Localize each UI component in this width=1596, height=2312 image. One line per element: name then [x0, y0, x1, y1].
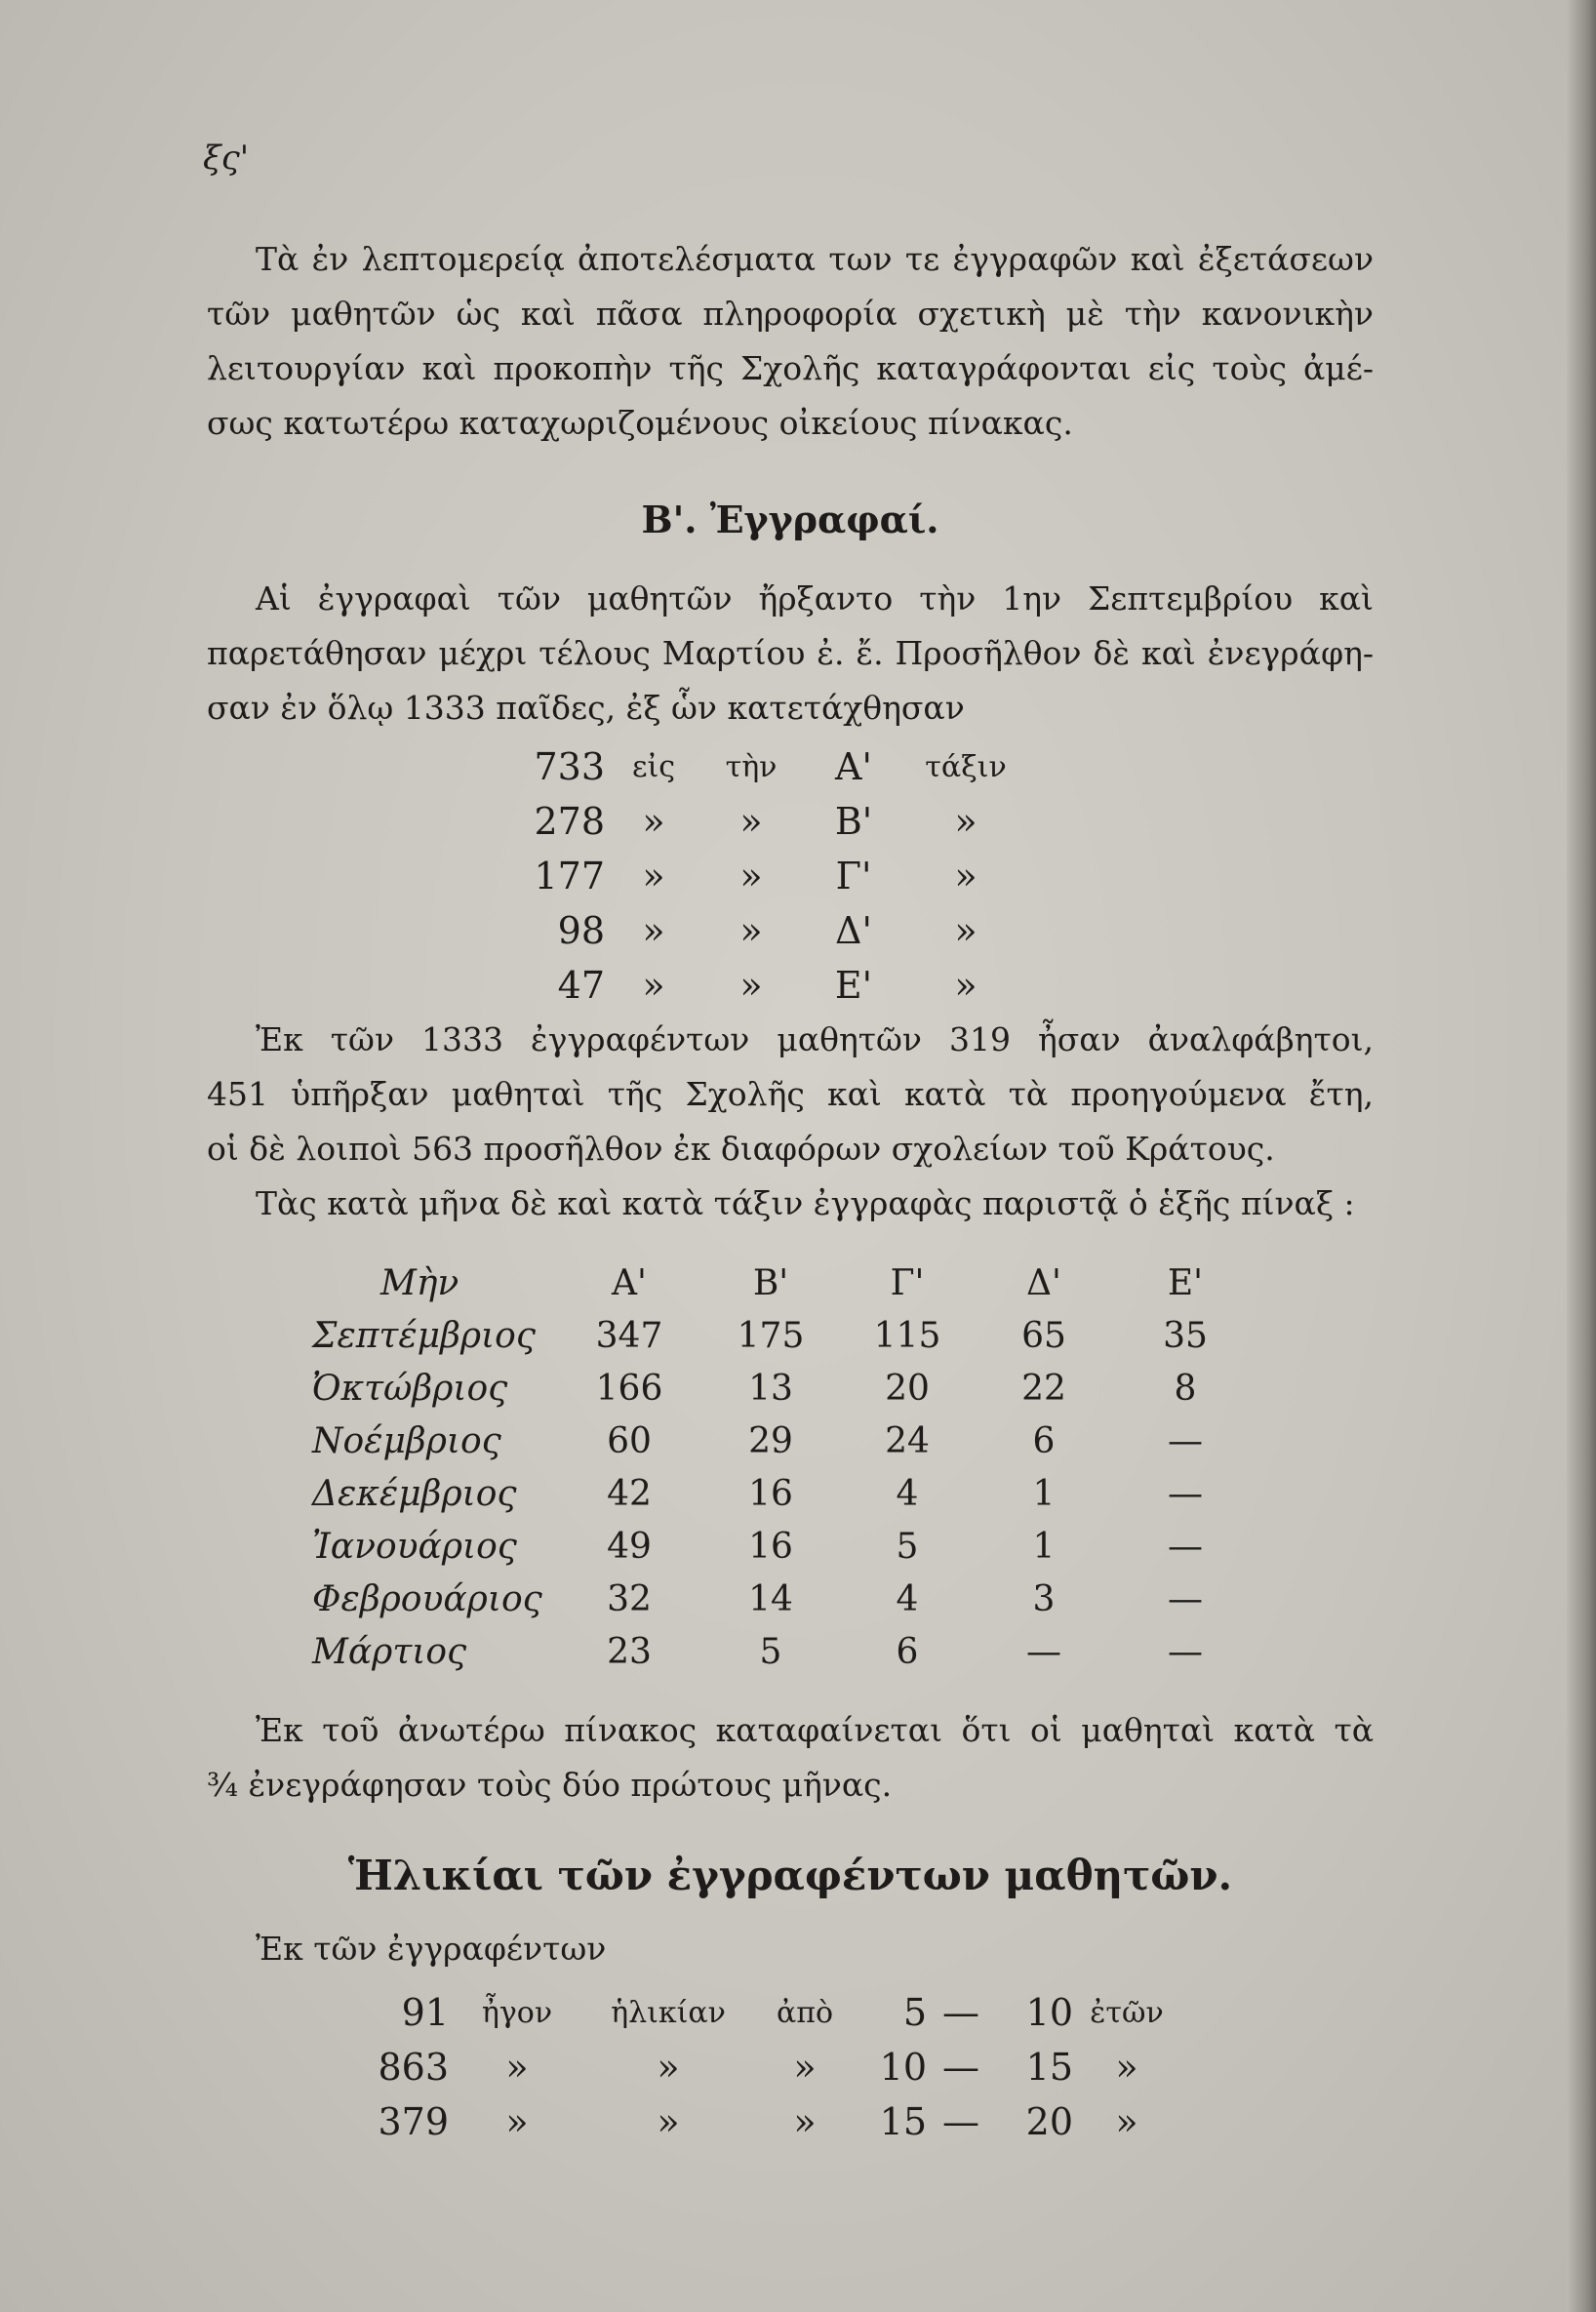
word-cell: »: [954, 964, 978, 1007]
column-header: Δ': [1026, 1262, 1061, 1303]
word-cell: »: [642, 800, 665, 843]
conclusion-paragraph: [207, 1703, 1374, 1813]
month-cell: Ὀκτώβριος: [312, 1368, 508, 1409]
value-cell: 60: [607, 1420, 652, 1461]
table-row: [312, 1573, 1258, 1625]
table-row: [527, 794, 1024, 849]
value-cell: —: [1168, 1578, 1203, 1619]
to-cell: 20: [1025, 2100, 1073, 2143]
class-cell: Δ': [835, 909, 872, 952]
word-cell: »: [954, 855, 978, 897]
origin-line: Τὰς κατὰ μῆνα δὲ καὶ κατὰ τάξιν ἐγγραφὰς παριστᾷ ὁ ἑξῆς πίναξ :: [256, 1184, 1355, 1222]
value-cell: 65: [1021, 1315, 1066, 1356]
value-cell: 29: [748, 1420, 793, 1461]
month-cell: Ἰανουάριος: [312, 1526, 517, 1567]
class-cell: Α': [835, 745, 872, 788]
value-cell: 8: [1174, 1368, 1197, 1409]
value-cell: 49: [607, 1526, 652, 1567]
enrollment-line: παρετάθησαν μέχρι τέλους Μαρτίου ἐ. ἔ. Προσῆλθον δὲ καὶ ἐνεγράφη-: [207, 634, 1374, 672]
class-cell: Γ': [835, 855, 872, 897]
table-row: [361, 2094, 1180, 2149]
value-cell: 16: [748, 1526, 793, 1567]
table-header-row: [312, 1256, 1258, 1309]
count-cell: 98: [557, 909, 605, 952]
table-row: [312, 1625, 1258, 1678]
enrollment-line: σαν ἐν ὅλῳ 1333 παῖδες, ἐξ ὧν κατετάχθησαν: [207, 689, 965, 727]
value-cell: 5: [896, 1526, 919, 1567]
table-row: [361, 2040, 1180, 2094]
value-cell: —: [1168, 1473, 1203, 1514]
class-cell: Ε': [834, 964, 873, 1007]
count-cell: 379: [378, 2100, 449, 2143]
intro-line: Τὰ ἐν λεπτομερείᾳ ἀποτελέσματα των τε ἐγγραφῶν καὶ ἐξετάσεων: [256, 240, 1374, 278]
value-cell: 4: [896, 1578, 919, 1619]
count-cell: 47: [557, 964, 605, 1007]
age-distribution-table: [361, 1985, 1180, 2149]
month-cell: Σεπτέμβριος: [312, 1315, 536, 1356]
table-row: [312, 1415, 1258, 1467]
word-cell: εἰς: [631, 749, 676, 784]
month-cell: Φεβρουάριος: [312, 1578, 542, 1619]
dash-cell: —: [942, 2046, 979, 2089]
table-row: [312, 1467, 1258, 1520]
month-cell: Νοέμβριος: [312, 1420, 501, 1461]
value-cell: 1: [1032, 1526, 1056, 1567]
value-cell: 22: [1021, 1368, 1066, 1409]
column-header: Α': [612, 1262, 647, 1303]
value-cell: 6: [1032, 1420, 1056, 1461]
value-cell: 175: [737, 1315, 805, 1356]
origin-line: Ἐκ τῶν 1333 ἐγγραφέντων μαθητῶν 319 ἦσαν ἀναλφάβητοι,: [256, 1020, 1374, 1058]
value-cell: 32: [607, 1578, 652, 1619]
from-cell: 5: [902, 1991, 927, 2034]
value-cell: 24: [885, 1420, 930, 1461]
word-cell: »: [954, 800, 978, 843]
value-cell: 115: [873, 1315, 941, 1356]
class-cell: Β': [834, 800, 873, 843]
class-enrollment-table: [527, 739, 1024, 1013]
section-heading-ages: Ἡλικίαι τῶν ἐγγραφέντων μαθητῶν.: [347, 1852, 1233, 1899]
ages-intro: [256, 1922, 1231, 1976]
word-cell: τάξιν: [925, 749, 1007, 784]
value-cell: 6: [896, 1631, 919, 1672]
word-cell: »: [793, 2100, 817, 2143]
value-cell: 20: [885, 1368, 930, 1409]
word-cell: »: [739, 909, 763, 952]
table-row: [312, 1520, 1258, 1573]
value-cell: 5: [759, 1631, 782, 1672]
value-cell: 13: [748, 1368, 793, 1409]
table-row: [527, 739, 1024, 794]
to-cell: 10: [1025, 1991, 1073, 2034]
conclusion-line: ¾ ἐνεγράφησαν τοὺς δύο πρώτους μῆνας.: [207, 1766, 893, 1804]
word-cell: »: [505, 2100, 529, 2143]
conclusion-line: Ἐκ τοῦ ἀνωτέρω πίνακος καταφαίνεται ὅτι οἱ μαθηταὶ κατὰ τὰ: [256, 1711, 1374, 1749]
from-cell: 15: [879, 2100, 927, 2143]
word-cell: »: [642, 855, 665, 897]
month-cell: Μάρτιος: [312, 1631, 467, 1672]
page-number: ξς': [203, 139, 250, 178]
word-cell: »: [739, 964, 763, 1007]
value-cell: 347: [595, 1315, 663, 1356]
value-cell: —: [1168, 1526, 1203, 1567]
table-row: [527, 849, 1024, 903]
word-cell: ἀπὸ: [776, 1995, 834, 2030]
word-cell: »: [954, 909, 978, 952]
dash-cell: —: [942, 1991, 979, 2034]
value-cell: 16: [748, 1473, 793, 1514]
intro-line: τῶν μαθητῶν ὡς καὶ πᾶσα πληροφορία σχετικὴ μὲ τὴν κανονικὴν: [207, 295, 1374, 333]
table-row: [527, 958, 1024, 1013]
value-cell: 35: [1163, 1315, 1208, 1356]
intro-line: σως κατωτέρω καταχωριζομένους οἰκείους πίνακας.: [207, 404, 1073, 442]
intro-line: λειτουργίαν καὶ προκοπὴν τῆς Σχολῆς καταγράφονται εἰς τοὺς ἀμέ-: [207, 349, 1374, 387]
table-row: [312, 1309, 1258, 1362]
origin-paragraph: [207, 1013, 1374, 1231]
word-cell: »: [657, 2100, 680, 2143]
value-cell: 1: [1032, 1473, 1056, 1514]
value-cell: 4: [896, 1473, 919, 1514]
word-cell: ἡλικίαν: [611, 1995, 726, 2030]
value-cell: 3: [1032, 1578, 1056, 1619]
dash-cell: —: [942, 2100, 979, 2143]
count-cell: 863: [378, 2046, 449, 2089]
unit-cell: »: [1115, 2100, 1138, 2143]
intro-paragraph: [207, 232, 1374, 451]
word-cell: »: [505, 2046, 529, 2089]
word-cell: »: [739, 800, 763, 843]
ages-intro-line: Ἐκ τῶν ἐγγραφέντων: [256, 1930, 607, 1968]
column-header: Ε': [1167, 1262, 1204, 1303]
count-cell: 177: [534, 855, 605, 897]
word-cell: »: [739, 855, 763, 897]
value-cell: 23: [607, 1631, 652, 1672]
word-cell: »: [793, 2046, 817, 2089]
from-cell: 10: [879, 2046, 927, 2089]
table-row: [527, 903, 1024, 958]
word-cell: »: [642, 909, 665, 952]
unit-cell: »: [1115, 2046, 1138, 2089]
section-heading-enrollments: Β'. Ἐγγραφαί.: [641, 498, 939, 541]
month-cell: Δεκέμβριος: [312, 1473, 517, 1514]
word-cell: τὴν: [725, 749, 778, 784]
enrollment-paragraph: [207, 572, 1374, 736]
page-edge: [1567, 0, 1596, 2312]
table-row: [361, 1985, 1180, 2040]
origin-line: 451 ὑπῆρξαν μαθηταὶ τῆς Σχολῆς καὶ κατὰ τὰ προηγούμενα ἔτη,: [207, 1075, 1374, 1113]
value-cell: 42: [607, 1473, 652, 1514]
column-header: Β': [752, 1262, 789, 1303]
column-header: Μὴν: [380, 1262, 459, 1303]
value-cell: 166: [595, 1368, 663, 1409]
value-cell: —: [1168, 1631, 1203, 1672]
enrollment-line: Αἱ ἐγγραφαὶ τῶν μαθητῶν ἤρξαντο τὴν 1ην Σεπτεμβρίου καὶ: [256, 579, 1374, 618]
word-cell: »: [657, 2046, 680, 2089]
column-header: Γ': [890, 1262, 925, 1303]
table-row: [312, 1362, 1258, 1415]
count-cell: 278: [534, 800, 605, 843]
origin-line: οἱ δὲ λοιποὶ 563 προσῆλθον ἐκ διαφόρων σχολείων τοῦ Κράτους.: [207, 1130, 1275, 1168]
value-cell: 14: [748, 1578, 793, 1619]
count-cell: 733: [534, 745, 605, 788]
count-cell: 91: [401, 1991, 449, 2034]
value-cell: —: [1026, 1631, 1061, 1672]
monthly-enrollment-table: [312, 1256, 1258, 1678]
unit-cell: ἐτῶν: [1090, 1995, 1164, 2030]
word-cell: ἦγον: [481, 1995, 553, 2030]
to-cell: 15: [1025, 2046, 1073, 2089]
word-cell: »: [642, 964, 665, 1007]
value-cell: —: [1168, 1420, 1203, 1461]
